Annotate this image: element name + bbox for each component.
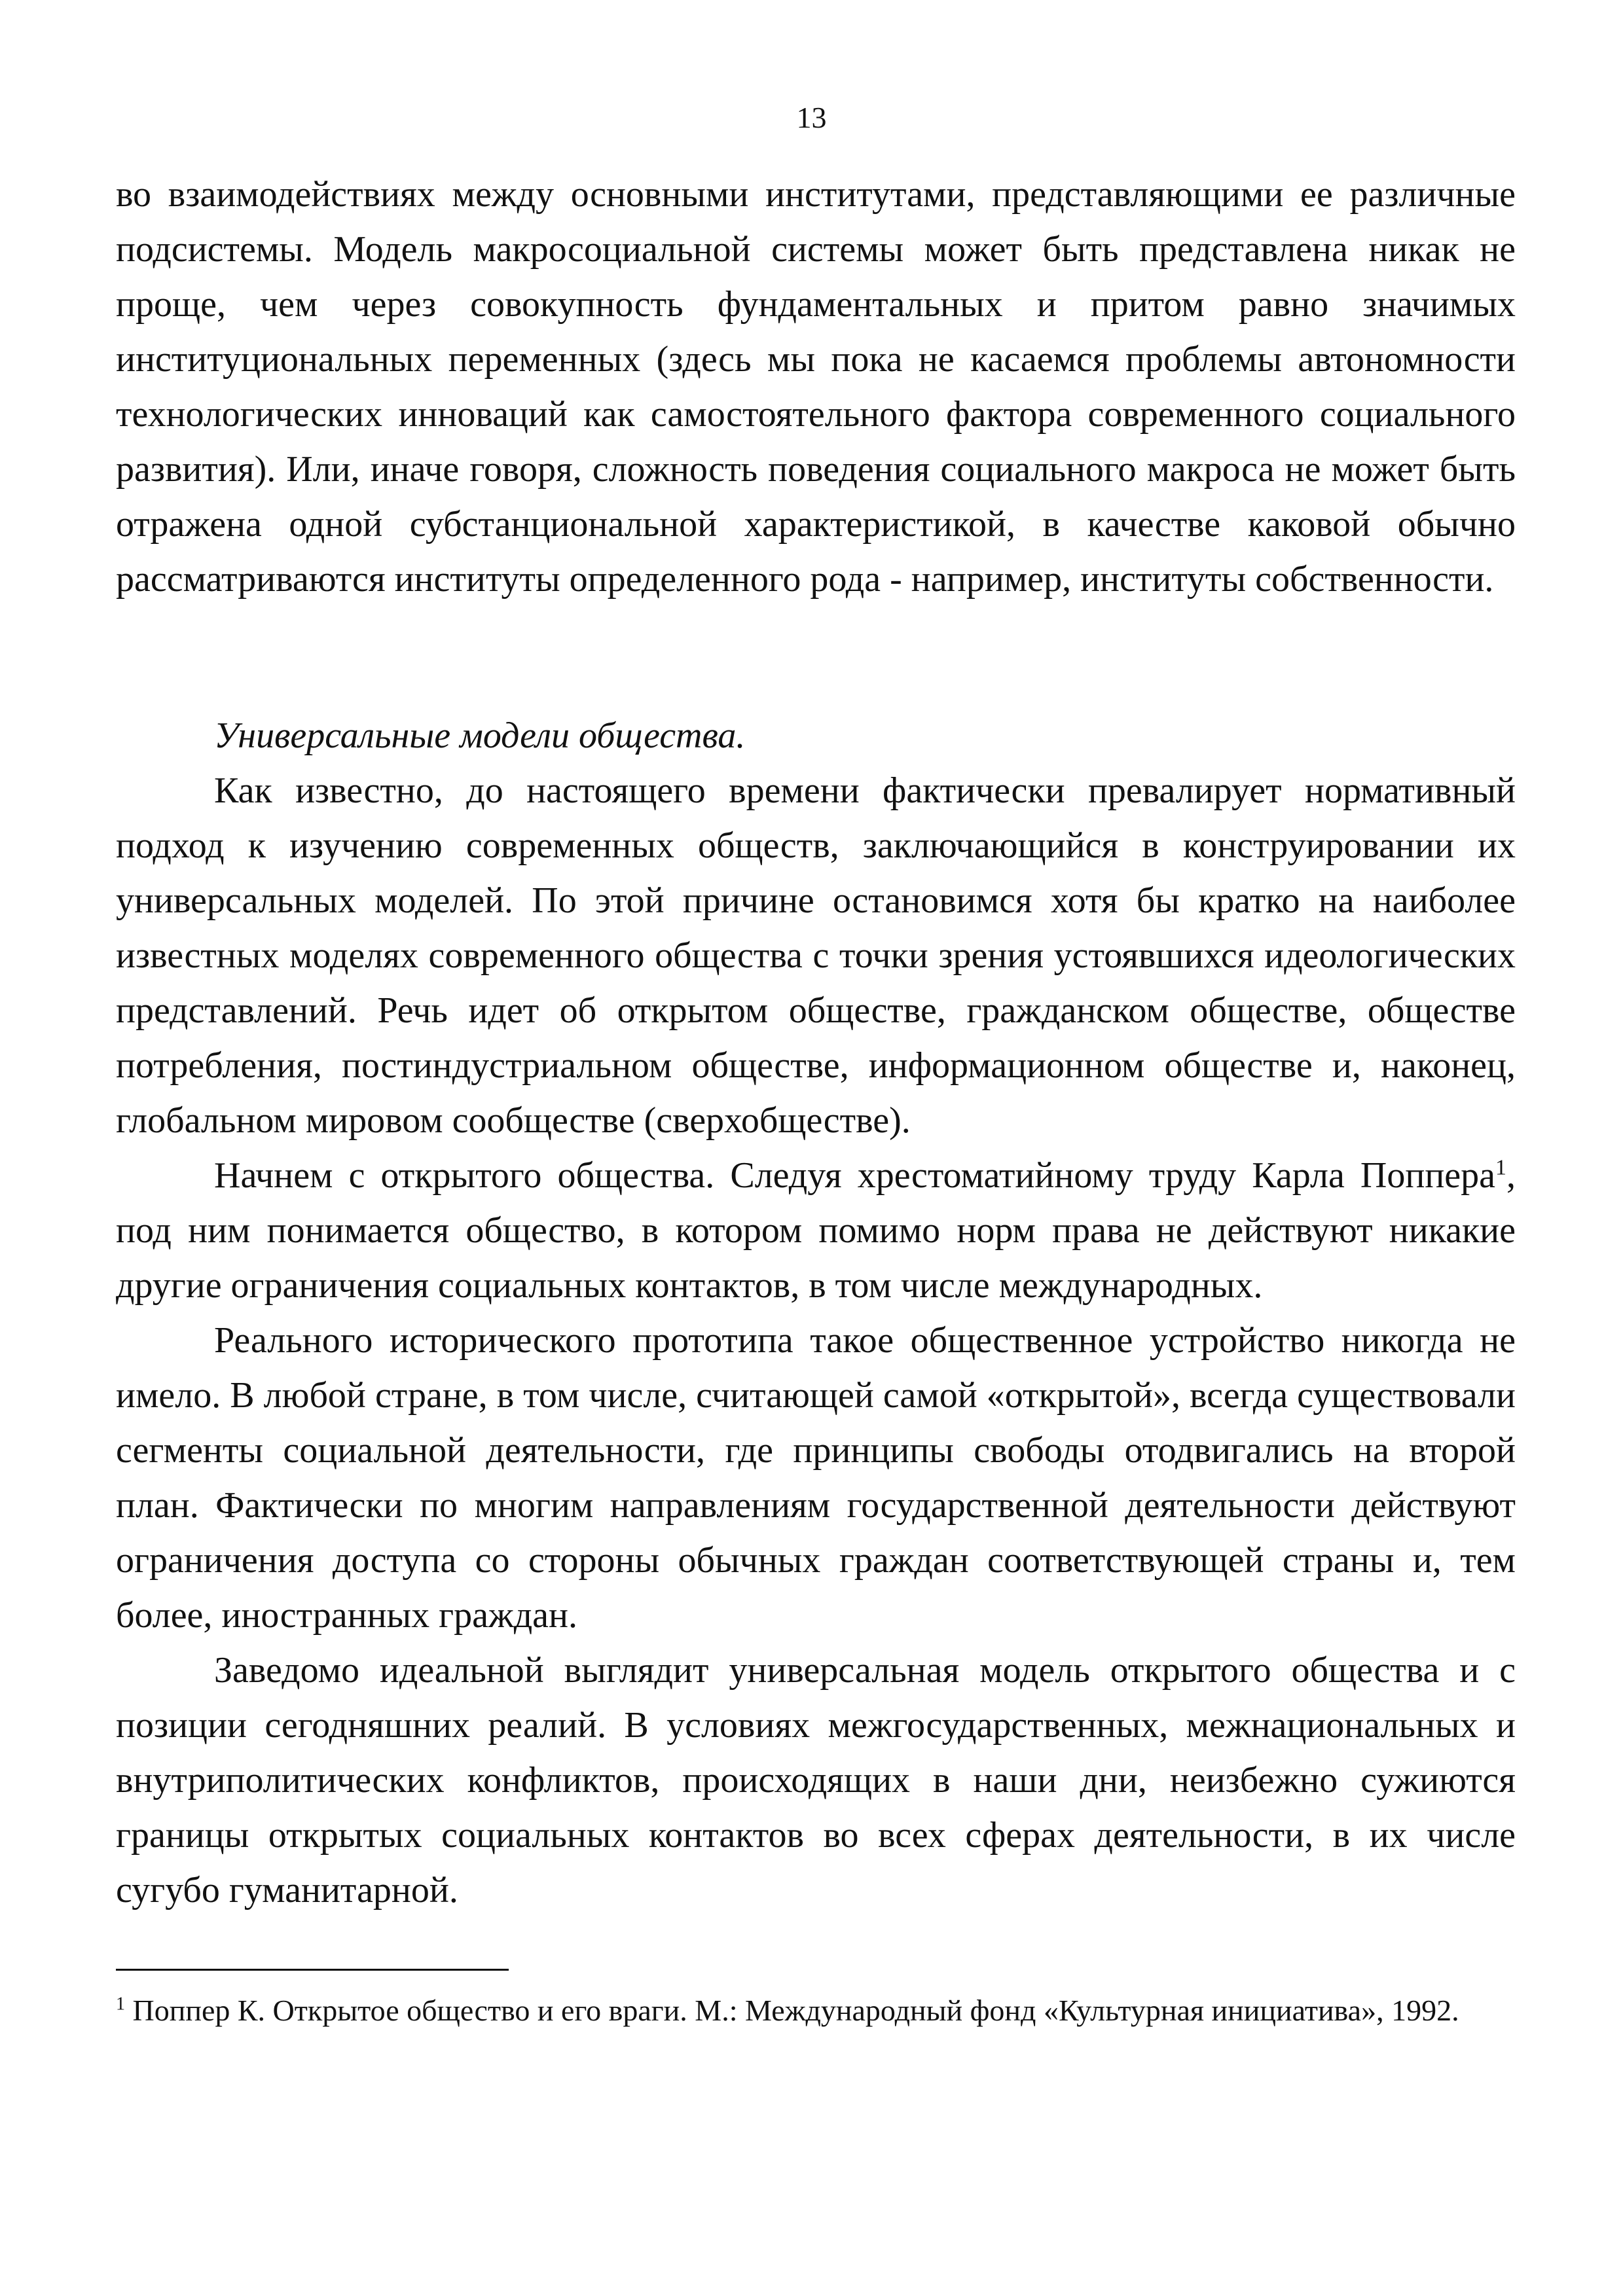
main-text-section xyxy=(116,708,1516,1918)
paragraph-open-society-start: Начнем с открытого общества. Следуя хрестоматийному труду Карла Поппера xyxy=(214,1155,1495,1196)
paragraph-universal-models: Как известно, до настоящего времени фактически превалирует нормативный подход к изучению современных обществ, заключающийся в конструировании их универсальных моделей. По этой причине остановимся хотя бы кратко на наиболее известных моделях современного общества с точки зрения устоявшихся идеологических представлений. Речь идет об открытом обществе, гражданском обществе, обществе потребления, постиндустриальном обществе, информационном обществе и, наконец, глобальном мировом сообществе (сверхобществе). xyxy=(116,770,1516,1141)
paragraph-open-society-end: , под ним понимается общество, в котором помимо норм права не действуют никакие другие ограничения социальных контактов, в том числе международных. xyxy=(116,1155,1516,1306)
footnote-text: Поппер К. Открытое общество и его враги. М.: Международный фонд «Культурная инициатива», 1992. xyxy=(132,1994,1459,2027)
footnote xyxy=(116,1990,1516,2032)
paragraph-continuation: во взаимодействиях между основными институтами, представляющими ее различные подсистемы. Модель макросоциальной системы может быть представлена никак не проще, чем через совокупность фундаментальных и притом равно значимых институциональных переменных (здесь мы пока не касаемся проблемы автономности технологических инноваций как самостоятельного фактора современного социального развития). Или, иначе говоря, сложность поведения социального макроса не может быть отражена одной субстанциональной характеристикой, в качестве каковой обычно рассматриваются институты определенного рода - например, институты собственности. xyxy=(116,174,1516,600)
footnote-marker: 1 xyxy=(116,1994,125,2015)
paragraph-ideal-model: Заведомо идеальной выглядит универсальная модель открытого общества и с позиции сегодняшних реалий. В условиях межгосударственных, межнациональных и внутриполитических конфликтов, происходящих в наши дни, неизбежно сужиются границы открытых социальных контактов во всех сферах деятельности, в их числе сугубо гуманитарной. xyxy=(116,1650,1516,1910)
footnote-reference[interactable]: 1 xyxy=(1495,1155,1506,1180)
section-heading: Универсальные модели общества. xyxy=(214,715,746,756)
page-number: 13 xyxy=(796,101,827,134)
paragraph-historical-prototype: Реального исторического прототипа такое общественное устройство никогда не имело. В любой стране, в том числе, считающей самой «открытой», всегда существовали сегменты социальной деятельности, где принципы свободы отодвигались на второй план. Фактически по многим направлениям государственной деятельности действуют ограничения доступа со стороны обычных граждан соответствующей страны и, тем более, иностранных граждан. xyxy=(116,1320,1516,1636)
footnote-separator xyxy=(116,1969,509,1971)
main-text-top xyxy=(116,167,1516,607)
paragraph-open-society xyxy=(116,1148,1516,1313)
